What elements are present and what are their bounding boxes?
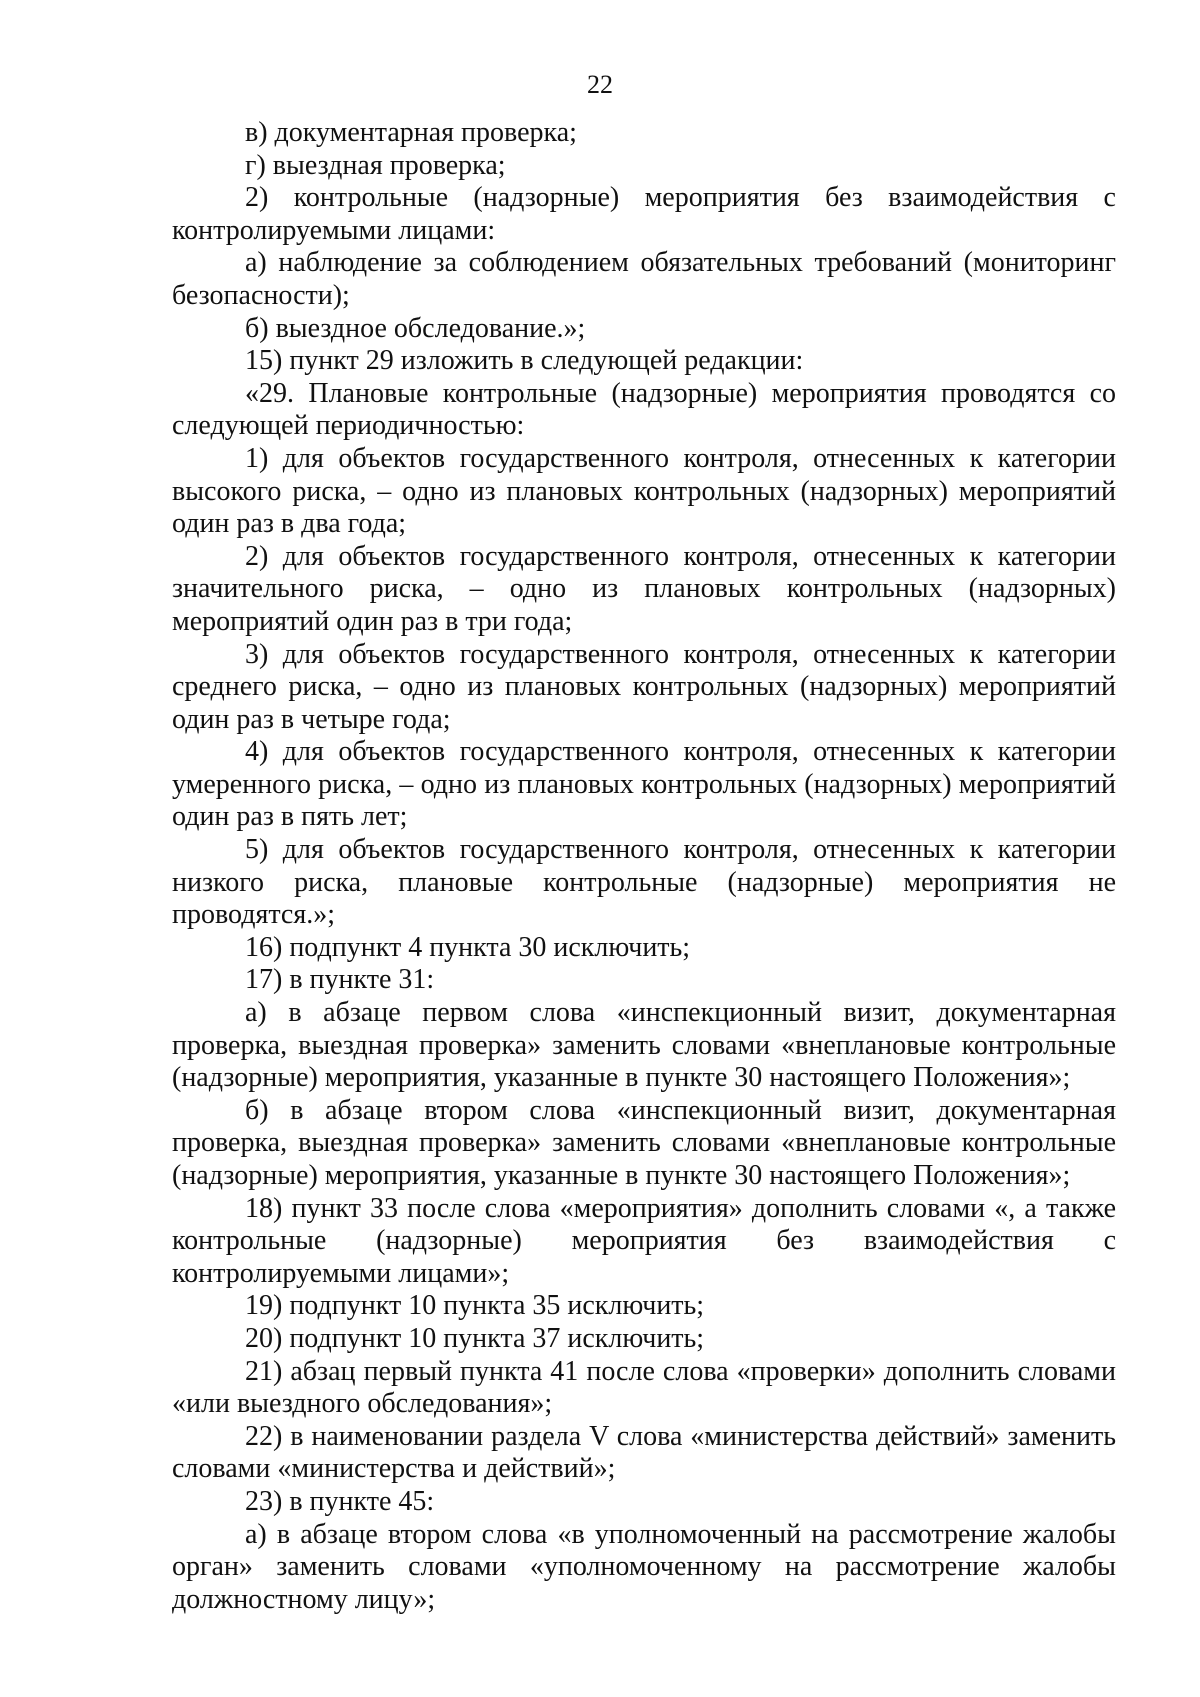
paragraph: 17) в пункте 31: — [245, 964, 435, 996]
paragraph: б) выездное обследование.»; — [245, 312, 586, 344]
paragraph: 22) в наименовании раздела V слова «министерства действий» заменить словами «министерства и действий»; — [172, 1420, 1116, 1485]
page-number: 22 — [587, 70, 613, 99]
document-body — [172, 117, 1116, 1616]
paragraph: 19) подпункт 10 пункта 35 исключить; — [245, 1290, 705, 1322]
paragraph: 21) абзац первый пункта 41 после слова «проверки» дополнить словами «или выездного обследования»; — [172, 1355, 1116, 1420]
paragraph: 2) контрольные (надзорные) мероприятия без взаимодействия с контролируемыми лицами: — [172, 182, 1116, 246]
paragraph: а) наблюдение за соблюдением обязательных требований (мониторинг безопасности); — [172, 247, 1116, 311]
paragraph: 20) подпункт 10 пункта 37 исключить; — [245, 1322, 705, 1354]
paragraph: 4) для объектов государственного контроля, отнесенных к категории умеренного риска, – одно из плановых контрольных (надзорных) мероприятий один раз в пять лет; — [172, 736, 1116, 833]
paragraph: г) выездная проверка; — [245, 149, 506, 181]
paragraph: б) в абзаце втором слова «инспекционный визит, документарная проверка, выездная проверка» заменить словами «внеплановые контрольные (надзорные) мероприятия, указанные в пункте 30 настоящего Положения»; — [172, 1094, 1116, 1191]
paragraph: 16) подпункт 4 пункта 30 исключить; — [245, 931, 691, 963]
paragraph: 23) в пункте 45: — [245, 1485, 435, 1517]
paragraph: а) в абзаце первом слова «инспекционный визит, документарная проверка, выездная проверка» заменить словами «внеплановые контрольные (надзорные) мероприятия, указанные в пункте 30 настоящего Положения»; — [172, 997, 1116, 1094]
paragraph: 1) для объектов государственного контроля, отнесенных к категории высокого риска, – одно из плановых контрольных (надзорных) мероприятий один раз в два года; — [172, 442, 1116, 540]
paragraph: 3) для объектов государственного контроля, отнесенных к категории среднего риска, – одно из плановых контрольных (надзорных) мероприятий один раз в четыре года; — [172, 638, 1116, 735]
paragraph: 5) для объектов государственного контроля, отнесенных к категории низкого риска, плановые контрольные (надзорные) мероприятия не проводятся.»; — [172, 834, 1116, 931]
paragraph: «29. Плановые контрольные (надзорные) мероприятия проводятся со следующей периодичностью: — [172, 377, 1116, 442]
paragraph: 15) пункт 29 изложить в следующей редакции: — [245, 345, 804, 377]
paragraph: а) в абзаце втором слова «в уполномоченный на рассмотрение жалобы орган» заменить словами «уполномоченному на рассмотрение жалобы должностному лицу»; — [172, 1518, 1116, 1615]
paragraph: 2) для объектов государственного контроля, отнесенных к категории значительного риска, – одно из плановых контрольных (надзорных) мероприятий один раз в три года; — [172, 540, 1116, 637]
paragraph: 18) пункт 33 после слова «мероприятия» дополнить словами «, а также контрольные (надзорные) мероприятия без взаимодействия с контролируемыми лицами»; — [172, 1192, 1116, 1289]
paragraph: в) документарная проверка; — [245, 117, 577, 148]
